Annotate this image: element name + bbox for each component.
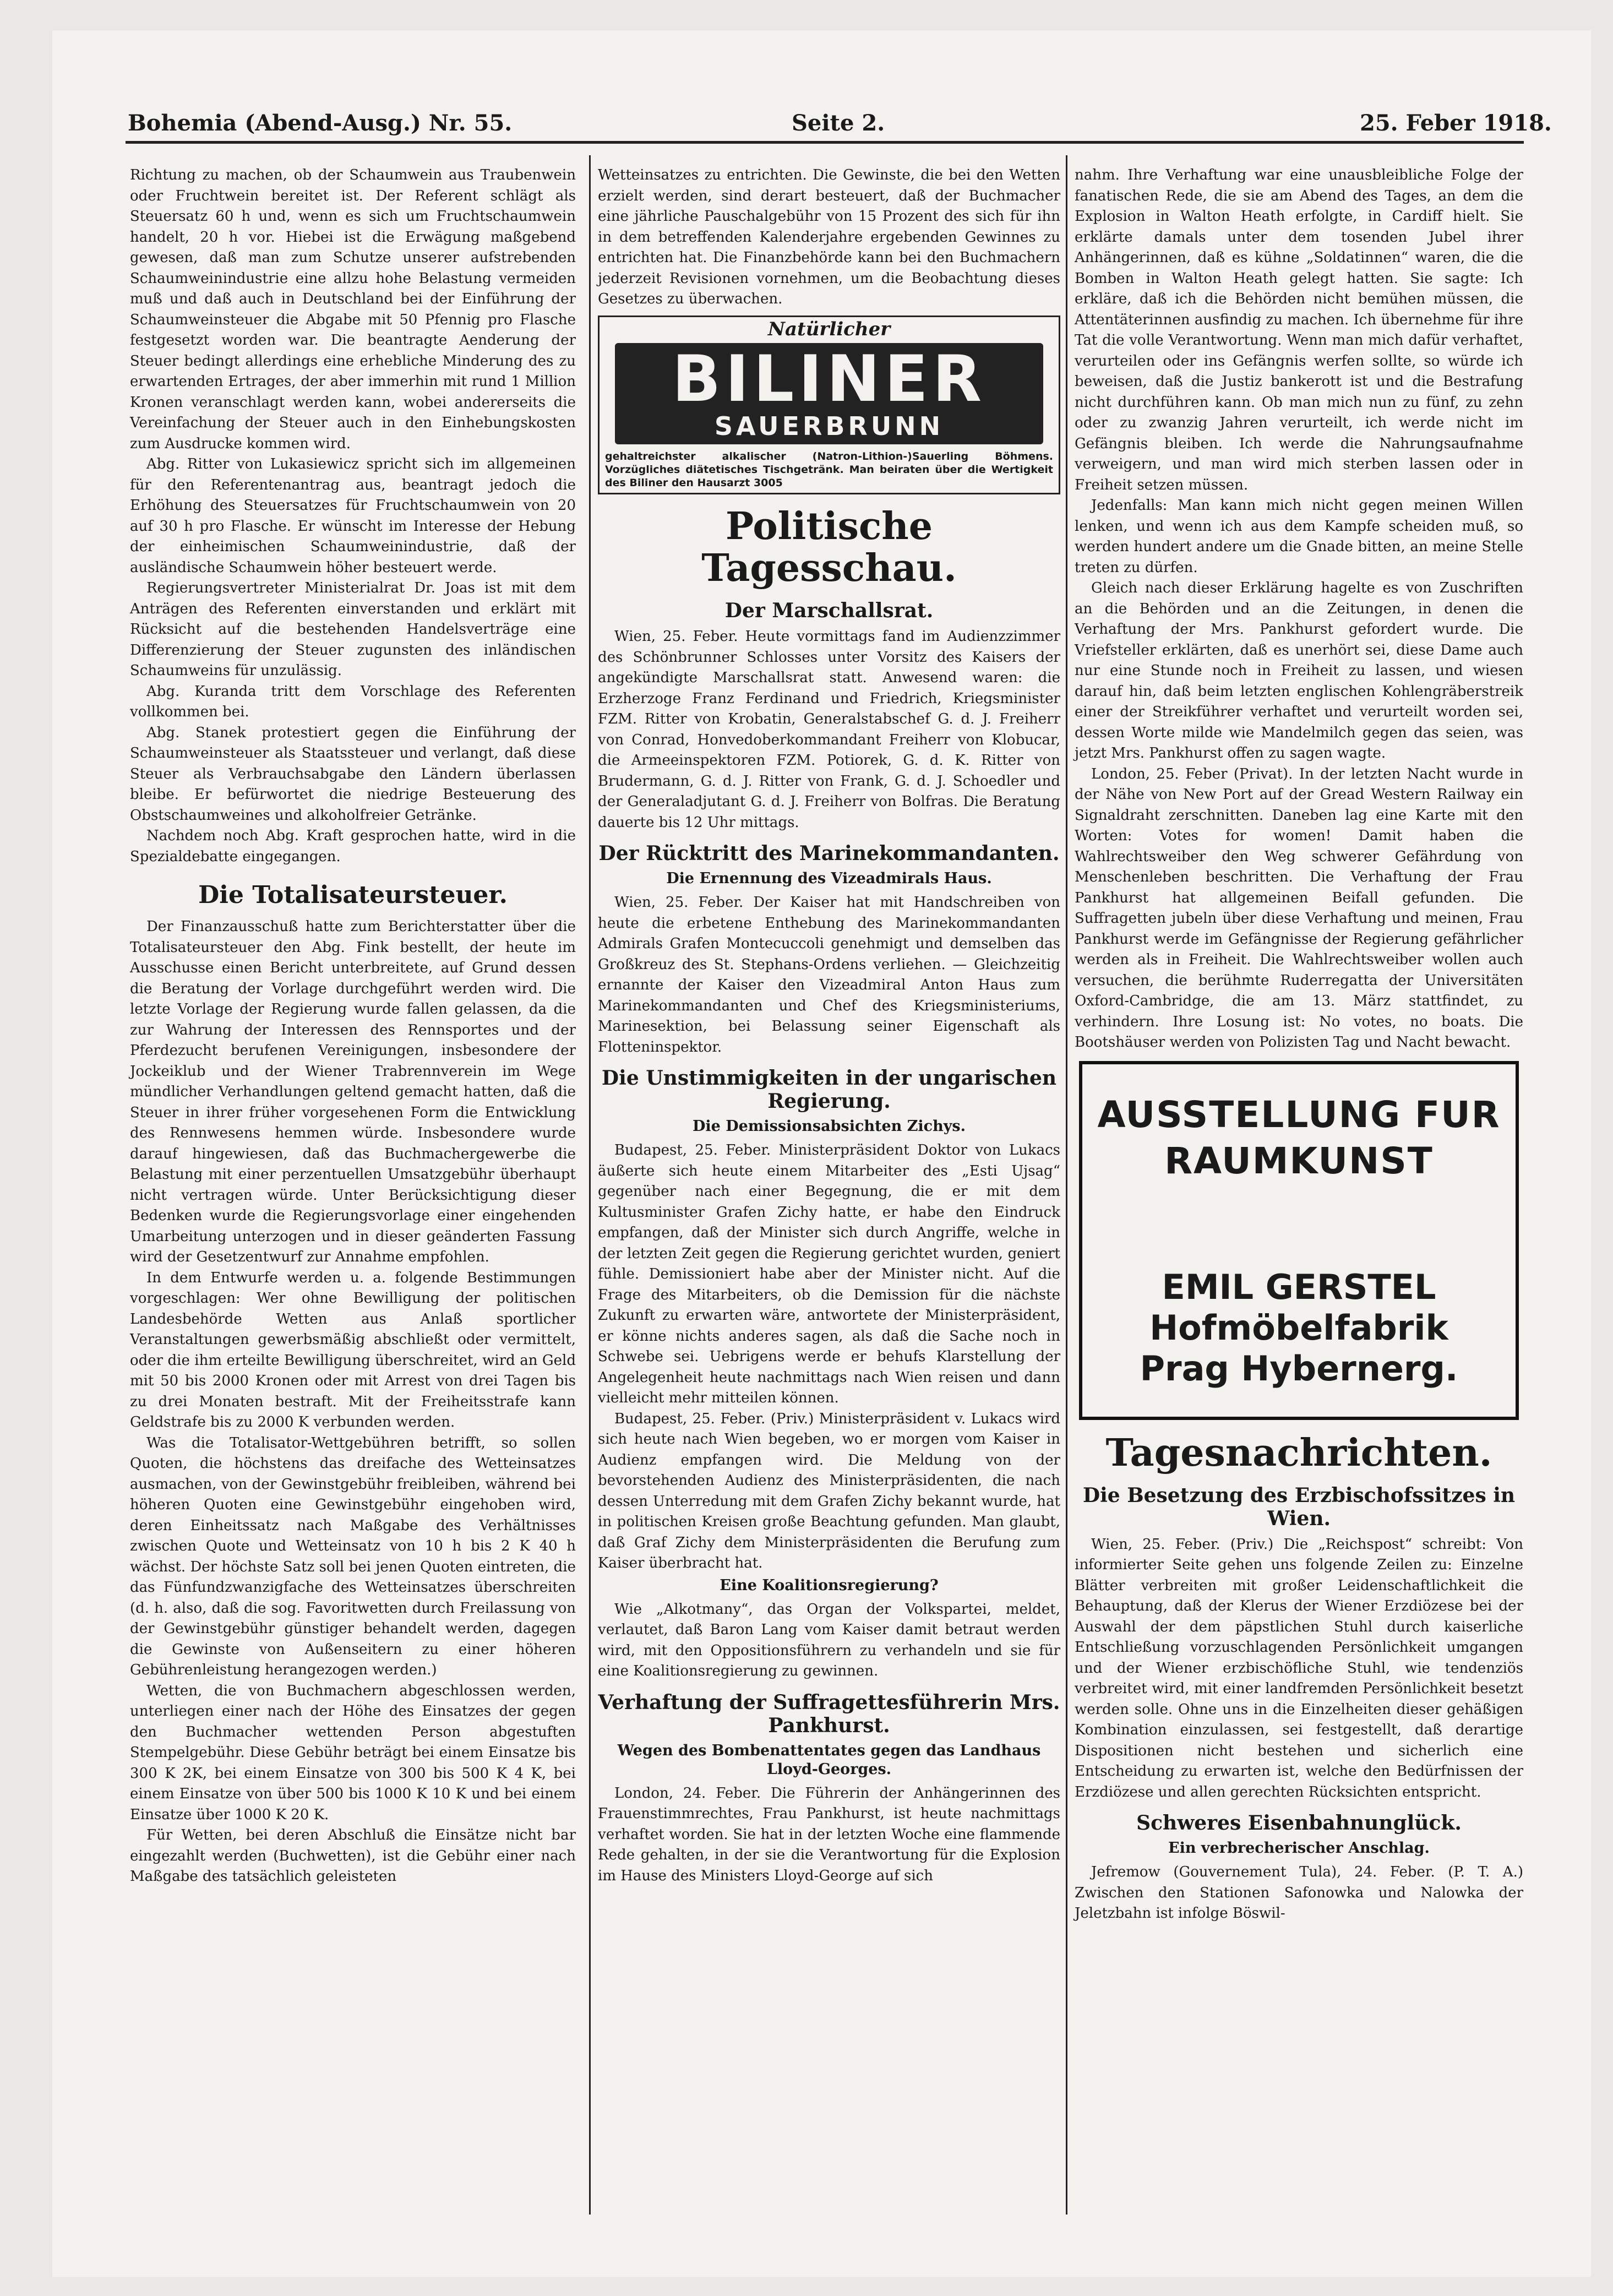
column-rule-2: [1066, 155, 1067, 2215]
article-text: London, 25. Feber (Privat). In der letzten Nacht wurde in der Nähe von New Port auf der Gread Western Railway ein Signaldraht zerschnitten. Daneben lag eine Karte mit den Worten: Votes for women! Damit haben die Wahlrechtsweiber den Weg schwerer Gefährdung von Menschenleben beschritten. Die Verhaftung der Frau Pankhurst hat allgemeinen Beifall gefunden. Die Suffragetten jubeln über diese Verhaftung und meinen, Frau Pankhurst werde im Gefängnisse der Regierung gefährlicher werden als in Freiheit. Die Wahlrechtsweiber wollen auch versuchen, die berühmte Ruderregatta der Universitäten Oxford-Cambridge, die am 13. März stattfindet, zu verhindern. Ihre Losung ist: No votes, no boats. Die Bootshäuser werden von Polizisten Tag und Nacht bewacht.: [1075, 765, 1523, 1051]
article-text: Abg. Kuranda tritt dem Vorschlage des Referenten vollkommen bei.: [130, 683, 576, 720]
ad-biliner-logo: [615, 343, 1043, 444]
headline-marschallsrat: Der Marschallsrat.: [724, 599, 934, 622]
article-text: Wien, 25. Feber. Heute vormittags fand im Audienzzimmer des Schönbrunner Schlosses unter Vorsitz des Kaisers der angekündigte Marschallsrat statt. Anwesend waren: die Erzherzoge Franz Ferdinand und Friedrich, Kriegsminister FZM. Ritter von Krobatin, Generalstabschef G. d. J. Freiherr von Conrad, Honvedoberkommandant Freiherr von Klobucar, die Armeeinspektoren FZM. Potiorek, G. d. K. Ritter von Brudermann, G. d. J. Ritter von Frank, G. d. J. Schoedler und der Generaladjutant G. d. J. Freiherr von Bolfras. Die Beratung dauerte bis 12 Uhr mittags.: [598, 628, 1060, 831]
section-title-politische-tagesschau: Politische Tagesschau.: [701, 504, 957, 590]
article-text: Wien, 25. Feber. (Priv.) Die „Reichspost“ schreibt: Von informierter Seite gehen uns folgende Zeilen zu: Einzelne Blätter verbreiten mit großer Leidenschaftlichkeit die Behauptung, daß der Klerus der Wiener Erzdiözese bei der Auswahl der dem päpstlichen Stuhl durch kaiserliche Entschließung vorzuschlagenden Persönlichkeit umgangen und der Wiener erzbischöfliche Stuhl, wie tendenziös verbreitet wird, mit einer landfremden Persönlichkeit besetzt werden solle. Ohne uns in die Einzelheiten dieser gehäßigen Kombination einzulassen, sei festgestellt, daß derartige Dispositionen nicht bestehen und sicherlich eine Entscheidung zu erwarten ist, welche den Bedürfnissen der Erzdiözese und allen gerechten Rücksichten entspricht.: [1075, 1536, 1523, 1800]
ad-biliner-subbrand: SAUERBRUNN: [714, 411, 944, 441]
header-page-number: Seite 2.: [792, 110, 885, 136]
ad-biliner-brand: BILINER: [672, 342, 987, 416]
subheadline-anschlag: Ein verbrecherischer Anschlag.: [1168, 1840, 1430, 1857]
article-text: Wie „Alkotmany“, das Organ der Volkspartei, meldet, verlautet, daß Baron Lang vom Kaiser damit betraut werden wird, mit den Oppositionsführern zu verhandeln und sie für eine Koalitionsregierung zu gewinnen.: [598, 1601, 1060, 1679]
article-text: Jefremow (Gouvernement Tula), 24. Feber. (P. T. A.) Zwischen den Stationen Safonowka und Nalowka der Jeletzbahn ist infolge Böswil-: [1075, 1864, 1523, 1922]
article-text: Budapest, 25. Feber. Ministerpräsident Doktor von Lukacs äußerte sich heute einem Mitarbeiter des „Esti Ujsag“ gegenüber nach einer Begegnung, die er mit dem Kultusminister Grafen Zichy hatte, er habe den Eindruck empfangen, daß der Minister sich durch Angriffe, welche in der letzten Zeit gegen die Regierung gerichtet wurden, geniert fühle. Demissioniert habe aber der Minister nicht. Auf die Frage des Mitarbeiters, ob die Demission für die nächste Zukunft zu erwarten wäre, antwortete der Ministerpräsident, er könne nichts anderes sagen, als daß die Sache noch in Schwebe sei. Uebrigens werde er behufs Klarstellung der Angelegenheit heute nachmittags nach Wien reisen und dann vielleicht mehr mitteilen können.: [598, 1142, 1060, 1406]
section-title-tagesnachrichten: Tagesnachrichten.: [1105, 1430, 1492, 1475]
ad-raumkunst-title: AUSSTELLUNG FUR RAUMKUNST: [1097, 1093, 1501, 1182]
headline-totalisateursteuer: Die Totalisateursteuer.: [198, 881, 508, 909]
article-text: Für Wetten, bei deren Abschluß die Einsätze nicht bar eingezahlt werden (Buchwetten), ist die Gebühr einer nach Maßgabe des tatsächlich geleisteten: [130, 1827, 576, 1885]
column-2: [598, 165, 1060, 1886]
header-rule: [126, 141, 1524, 144]
subheadline-koalition: Eine Koalitionsregierung?: [720, 1576, 939, 1594]
column-1: [130, 165, 576, 1887]
headline-marinekommandant: Der Rücktritt des Marinekommandanten.: [598, 842, 1060, 865]
headline-ungarische-regierung: Die Unstimmigkeiten in der ungarischen Regierung.: [601, 1067, 1057, 1113]
article-text: Wetteinsatzes zu entrichten. Die Gewinste, die bei den Wetten erzielt werden, sind derart besteuert, daß der Buchmacher eine jährliche Pauschalgebühr von 15 Prozent des sich für ihn in dem betreffenden Kalenderjahre ergebenden Gewinnes zu entrichten hat. Die Finanzbehörde kann bei den Buchmachern jederzeit Revisionen vornehmen, um die Beobachtung dieses Gesetzes zu überwachen.: [598, 167, 1060, 307]
article-text: Jedenfalls: Man kann mich nicht gegen meinen Willen lenken, und wenn ich aus dem Kampfe scheiden muß, so werden hundert andere um die Gnade bitten, an meine Stelle treten zu dürfen.: [1075, 497, 1523, 576]
header-date: 25. Feber 1918.: [1360, 110, 1552, 136]
column-rule-1: [589, 155, 591, 2215]
article-text: Gleich nach dieser Erklärung hagelte es von Zuschriften an die Behörden und an die Zeitungen, in denen die Verhaftung der Mrs. Pankhurst gefordert wurde. Die Vriefsteller erklärten, daß es unerhört sei, diese Dame auch nur eine Stunde noch in Freiheit zu lassen, und wiesen darauf hin, daß beim letzten englischen Kohlengräberstreik einer der Streikführer verhaftet und verurteilt worden sei, dessen Worte milde wie Mandelmilch gegen das seien, was jetzt Mrs. Pankhurst offen zu sagen wagte.: [1075, 580, 1523, 761]
headline-eisenbahnunglueck: Schweres Eisenbahnunglück.: [1136, 1811, 1462, 1835]
ad-biliner-text: gehaltreichster alkalischer (Natron-Lithion-)Sauerling Böhmens. Vorzügliches diätetisches Tischgetränk. Man beiraten über die Wertigkeit des Biliner den Hausarzt 3005: [605, 450, 1053, 489]
article-text: Regierungsvertreter Ministerialrat Dr. Joas ist mit dem Anträgen des Referenten einverstanden und erklärt mit Rücksicht auf die bestehenden Handelsverträge eine Differenzierung der Steuer zugunsten des inländischen Schaumweins für unzulässig.: [130, 580, 576, 679]
ad-raumkunst: [1079, 1061, 1519, 1420]
subheadline-ungarn: Die Demissionsabsichten Zichys.: [692, 1118, 966, 1135]
article-text: Abg. Stanek protestiert gegen die Einführung der Schaumweinsteuer als Staatssteuer und verlangt, daß diese Steuer als Verbrauchsabgabe den Ländern überlassen bleibe. Er befürwortet die niedrige Besteuerung des Obstschaumweines und alkoholfreier Getränke.: [130, 724, 576, 824]
ad-biliner: [598, 315, 1060, 495]
article-text: Was die Totalisator-Wettgebühren betrifft, so sollen Quoten, die höchstens das dreifache des Wetteinsatzes ausmachen, von der Gewinstgebühr freibleiben, während bei höheren Quoten eine Gewinstgebühr eingehoben wird, deren Einheitssatz nach Maßgabe des Verhältnisses zwischen Quote und Wetteinsatz von 10 h bis 2 K 40 h wächst. Der höchste Satz soll bei jenen Quoten eintreten, die das Fünfundzwanzigfache des Wetteinsatzes überschreiten (d. h. also, daß die sog. Favoritwetten durch Freilassung von der Gewinstgebühr günstiger behandelt werden, dagegen die Gewinste von Außenseitern zu einer höheren Gebührenleistung herangezogen werden.): [130, 1434, 576, 1678]
subheadline-marine: Die Ernennung des Vizeadmirals Haus.: [666, 870, 992, 887]
article-text: Abg. Ritter von Lukasiewicz spricht sich im allgemeinen für den Referentenantrag aus, beantragt jedoch die Erhöhung des Steuersatzes für Fruchtschaumwein von 20 auf 30 h pro Flasche. Er wünscht im Interesse der Hebung der einheimischen Schaumweinindustrie, daß der ausländische Schaumwein höher besteuert werde.: [130, 456, 576, 576]
ad-raumkunst-company: EMIL GERSTEL Hofmöbelfabrik Prag Hybernerg.: [1140, 1266, 1458, 1389]
column-3: [1075, 165, 1523, 1924]
header-masthead: Bohemia (Abend-Ausg.) Nr. 55.: [128, 110, 513, 136]
ad-biliner-tagline: Natürlicher: [767, 318, 891, 340]
article-text: nahm. Ihre Verhaftung war eine unausbleibliche Folge der fanatischen Rede, die sie am Abend des Tages, an dem die Explosion in Walton Heath erfolgte, in Cardiff hielt. Sie erklärte damals unter dem tosenden Jubel ihrer Anhängerinnen, daß es kühne „Soldatinnen“ waren, die die Bomben in Walton Heath gelegt hatten. Sie sagte: Ich erkläre, daß ich die Behörden nicht bemühen müssen, die Attentäterinnen ausfindig zu machen. Ich übernehme für ihre Tat die volle Verantwortung. Wenn man mich dafür verhaftet, verurteilen oder ins Gefängnis werfen sollte, so würde ich beweisen, daß die Justiz bankerott ist und die Bestrafung nicht durchführen kann. Ob man mich nun zu fünf, zu zehn oder zu zwanzig Jahren verurteilt, ich werde nicht im Gefängnis bleiben. Ich werde die Nahrungsaufnahme verweigern, und man wird mich sterben lassen oder in Freiheit setzen müssen.: [1075, 167, 1523, 493]
article-text: Wien, 25. Feber. Der Kaiser hat mit Handschreiben von heute die erbetene Enthebung des Marinekommandanten Admirals Grafen Montecuccoli genehmigt und demselben das Großkreuz des St. Stephans-Ordens verliehen. — Gleichzeitig ernannte der Kaiser den Vizeadmiral Anton Haus zum Marinekommandanten und Chef des Kriegsministeriums, Marinesektion, bei Belassung seiner Eigenschaft als Flotteninspektor.: [598, 894, 1060, 1055]
article-text: Wetten, die von Buchmachern abgeschlossen werden, unterliegen einer nach der Höhe des Einsatzes der gegen den Buchmacher wettenden Person abgestuften Stempelgebühr. Diese Gebühr beträgt bei einem Einsatze bis 300 K 2K, bei einem Einsatze von 300 bis 500 K 4 K, bei einem Einsatze von über 500 bis 1000 K 10 K und bei einem Einsatze über 1000 K 20 K.: [130, 1682, 576, 1823]
subheadline-pankhurst: Wegen des Bombenattentates gegen das Landhaus Lloyd-Georges.: [617, 1742, 1041, 1778]
article-text: Budapest, 25. Feber. (Priv.) Ministerpräsident v. Lukacs wird sich heute nach Wien begeben, wo er morgen vom Kaiser in Audienz empfangen wird. Die Meldung von der bevorstehenden Audienz des Ministerpräsidenten, die nach dessen Unterredung mit dem Grafen Zichy bekannt wurde, hat in politischen Kreisen große Beachtung gefunden. Man glaubt, daß Graf Zichy dem Ministerpräsidenten die Berufung zum Kaiser überbracht hat.: [598, 1410, 1060, 1571]
article-text: Nachdem noch Abg. Kraft gesprochen hatte, wird in die Spezialdebatte eingegangen.: [130, 828, 576, 865]
article-text: Richtung zu machen, ob der Schaumwein aus Traubenwein oder Fruchtwein bereitet ist. Der Referent schlägt als Steuersatz 60 h und, wenn es sich um Fruchtschaumwein handelt, 20 h vor. Hiebei ist die Erwägung maßgebend gewesen, daß man zum Schutze unserer aufstrebenden Schaumweinindustrie eine allzu hohe Belastung vermeiden muß und daß auch in Deutschland bei der Einführung der Schaumweinsteuer die Abgabe mit 50 Pfennig pro Flasche festgesetzt worden war. Die beantragte Aenderung der Steuer bedingt allerdings eine erhebliche Minderung des zu erwartenden Ertrages, der aber immerhin mit rund 1 Million Kronen veranschlagt werden kann, wobei andererseits die Vereinfachung der Steuer auch in den Einhebungskosten zum Ausdrucke kommen wird.: [130, 167, 576, 452]
article-text: Der Finanzausschuß hatte zum Berichterstatter über die Totalisateursteuer den Abg. Fink bestellt, der heute im Ausschusse einen Bericht unterbreitete, auf Grund dessen die Beratung der Vorlage durchgeführt werden wird. Die letzte Vorlage der Regierung wurde fallen gelassen, da die zur Wahrung der Interessen des Rennsportes und der Pferdezucht berufenen Vereinigungen, insbesondere der Jockeiklub und der Wiener Trabrennverein im Wege mündlicher Verhandlungen geltend gemacht hatten, daß die Steuer in ihrer früher vorgesehenen Form die Entwicklung des Rennwesens hemmen würde. Insbesondere wurde darauf hingewiesen, daß das Buchmachergewerbe die Belastung mit einer perzentuellen Umsatzgebühr überhaupt nicht vertragen würde. Unter Berücksichtigung dieser Bedenken wurde die Regierungsvorlage einer eingehenden Umarbeitung unterzogen und in dieser geänderten Fassung wird der Gesetzentwurf zur Annahme empfohlen.: [130, 918, 576, 1265]
article-text: London, 24. Feber. Die Führerin der Anhängerinnen des Frauenstimmrechtes, Frau Pankhurst, ist heute nachmittags verhaftet worden. Sie hat in der letzten Woche eine flammende Rede gehalten, in der sie die Verantwortung für die Explosion im Hause des Ministers Lloyd-George auf sich: [598, 1784, 1060, 1884]
headline-pankhurst: Verhaftung der Suffragettesführerin Mrs. Pankhurst.: [598, 1690, 1060, 1737]
article-text: In dem Entwurfe werden u. a. folgende Bestimmungen vorgeschlagen: Wer ohne Bewilligung der politischen Landesbehörde Wetten aus Anlaß sportlicher Veranstaltungen gewerbsmäßig abschließt oder vermittelt, oder die ihm erteilte Bewilligung überschreitet, wird an Geld mit 50 bis 2000 Kronen oder mit Arrest von drei Tagen bis zu drei Monaten bestraft. Mit der Freiheitsstrafe kann Geldstrafe bis zu 2000 K verbunden werden.: [130, 1269, 576, 1430]
headline-erzbischofssitz: Die Besetzung des Erzbischofssitzes in Wien.: [1082, 1483, 1516, 1530]
